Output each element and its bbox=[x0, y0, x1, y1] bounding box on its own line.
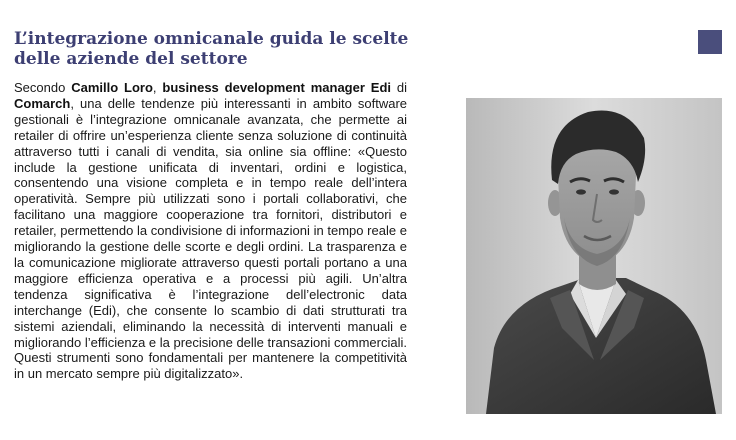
connector-text: di bbox=[391, 80, 407, 95]
intro-text: Secondo bbox=[14, 80, 72, 95]
portrait-photo bbox=[466, 98, 722, 414]
separator-text: , bbox=[152, 80, 163, 95]
company-name: Comarch bbox=[14, 95, 71, 111]
body-paragraph: , una delle tendenze più interessanti in ambito software gestionali è l’integrazione omnicanale avanzata, che permette ai retailer di offrire un’esperienza cliente senza soluzione di continuità attraverso tutti i canali di vendita, sia online sia offline: «Questo include la gestione unificata di inventari, ordini e logistica, consentendo una visione completa e in tempo reale dell’intera operatività. Sempre più utilizzati sono i portali collaborativi, che facilitano una maggiore cooperazione tra fornitori, distributori e retailer, permettendo la condivisione di informazioni in tempo reale e migliorando la gestione delle scorte e degli ordini. La trasparenza e la comunicazione migliorate attraverso questi portali portano a una maggiore efficienza operativa e a processi più agili. Un’altra tendenza significativa è l’integrazione dell’electronic data interchange (Edi), che consente lo scambio di dati strutturati tra sistemi aziendali, eliminando la necessità di interventi manuali e migliorando l’efficienza e la precisione delle transazioni commerciali. Questi strumenti sono fondamentali per mantenere la competitività in un mercato sempre più digitalizzato». bbox=[14, 95, 407, 382]
person-role: business development manager Edi bbox=[162, 80, 391, 95]
article-headline: L’integrazione omnicanale guida le scelte delle aziende del settore bbox=[14, 29, 409, 69]
person-name: Camillo Loro bbox=[71, 80, 153, 95]
section-marker-square bbox=[698, 30, 722, 54]
article-body bbox=[14, 80, 407, 382]
portrait-illustration bbox=[466, 98, 722, 414]
